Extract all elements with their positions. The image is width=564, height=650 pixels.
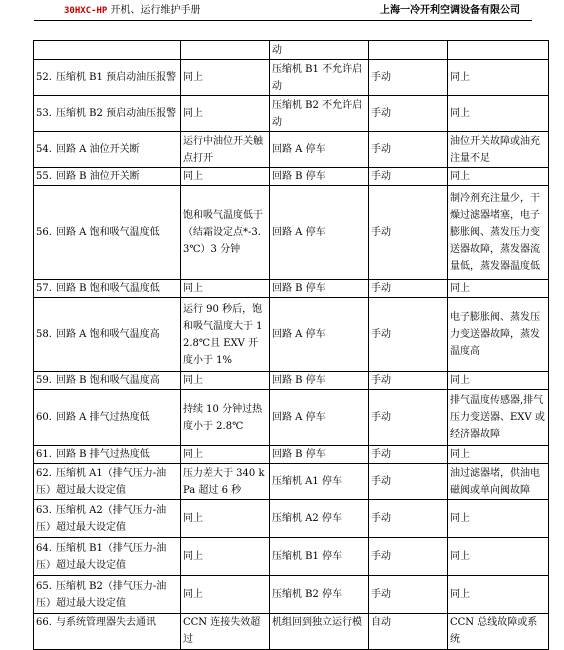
model-code: 30HXC-HP	[64, 6, 108, 16]
table-cell-reset: 手动	[369, 298, 448, 372]
table-cell-cause: 运行中油位开关触点打开	[181, 132, 270, 168]
row-number: 58.	[36, 329, 52, 340]
table-cell-remedy: 制冷剂充注量少，干燥过滤器堵塞，电子膨胀阀、蒸发压力变送器故障，蒸发器流量低，蒸发器温度低	[448, 186, 549, 280]
table-cell-action: 压缩机 A1 停车	[270, 464, 369, 500]
table-row	[34, 41, 549, 60]
table-cell-alarm	[34, 446, 181, 464]
table-cell-action: 压缩机 B1 停车	[270, 538, 369, 576]
table-cell-reset: 手动	[369, 280, 448, 298]
row-number: 60.	[36, 412, 52, 423]
manual-title-text: 开机、运行维护手册	[110, 5, 201, 16]
company-name: 上海一冷开利空调设备有限公司	[380, 5, 520, 16]
manual-title	[64, 3, 201, 19]
alarm-text: 回路 A 饱和吸气温度高	[56, 329, 160, 340]
table-cell-action: 回路 B 停车	[270, 168, 369, 186]
table-cell-reset: 手动	[369, 538, 448, 576]
row-number: 65.	[36, 580, 52, 592]
table-cell-action: 回路 A 停车	[270, 298, 369, 372]
row-number: 63.	[36, 504, 52, 516]
table-cell-remedy: 同上	[448, 96, 549, 132]
table-row	[34, 538, 549, 576]
table-cell-reset: 手动	[369, 500, 448, 538]
table-cell-remedy: 同上	[448, 372, 549, 390]
alarm-text: 回路 B 饱和吸气温度低	[56, 283, 160, 294]
table-row	[34, 500, 549, 538]
alarm-text: 压缩机 B1 预启动油压报警	[56, 72, 177, 83]
alarm-text: 回路 A 排气过热度低	[56, 412, 150, 423]
table-cell-alarm	[34, 372, 181, 390]
table-cell-reset: 手动	[369, 576, 448, 614]
alarm-text: 回路 B 饱和吸气温度高	[56, 375, 160, 386]
row-number: 64.	[36, 542, 52, 554]
table-row	[34, 168, 549, 186]
table-cell-remedy: 同上	[448, 280, 549, 298]
row-number: 62.	[36, 467, 52, 479]
alarm-text: 与系统管理器失去通讯	[56, 617, 156, 628]
table-cell-alarm	[34, 41, 181, 60]
table-cell-cause: 同上	[181, 96, 270, 132]
table-cell-reset: 手动	[369, 464, 448, 500]
header-divider	[34, 20, 532, 21]
alarm-text: 压缩机 B2（排气压力-油压）超过最大设定值	[36, 580, 167, 609]
table-row	[34, 390, 549, 446]
row-number: 59.	[36, 375, 52, 386]
table-cell-action: 回路 A 停车	[270, 390, 369, 446]
table-cell-remedy: 排气温度传感器,排气压力变送器、EXV 或经济器故障	[448, 390, 549, 446]
row-number: 56.	[36, 227, 52, 238]
table-cell-cause: 同上	[181, 538, 270, 576]
alarm-text: 压缩机 B1（排气压力-油压）超过最大设定值	[36, 542, 167, 571]
table-cell-action: 压缩机 B1 不允许启动	[270, 60, 369, 96]
table-row	[34, 446, 549, 464]
page-header	[34, 3, 552, 18]
table-cell-action: 动	[270, 41, 369, 60]
alarm-text: 压缩机 A1（排气压力-油压）超过最大设定值	[36, 467, 167, 496]
row-number: 66.	[36, 617, 52, 628]
table-cell-alarm	[34, 390, 181, 446]
table-cell-cause: 运行 90 秒后，饱和吸气温度大于 12.8℃且 EXV 开度小于 1%	[181, 298, 270, 372]
table-cell-alarm	[34, 538, 181, 576]
table-cell-action: 回路 B 停车	[270, 372, 369, 390]
table-cell-remedy: 油过滤器堵，供油电磁阀或单向阀故障	[448, 464, 549, 500]
table-cell-remedy: 电子膨胀阀、蒸发压力变送器故障，蒸发温度高	[448, 298, 549, 372]
table-cell-reset: 手动	[369, 186, 448, 280]
row-number: 52.	[36, 72, 52, 83]
table-row	[34, 60, 549, 96]
table-cell-remedy: 同上	[448, 538, 549, 576]
table-cell-cause: 同上	[181, 372, 270, 390]
table-cell-action: 压缩机 B2 停车	[270, 576, 369, 614]
table-row	[34, 280, 549, 298]
alarm-text: 回路 B 油位开关断	[56, 171, 140, 182]
table-cell-cause: 持续 10 分钟过热度小于 2.8℃	[181, 390, 270, 446]
table-cell-reset: 手动	[369, 60, 448, 96]
table-cell-cause: 同上	[181, 60, 270, 96]
table-cell-cause: 压力差大于 340 kPa 超过 6 秒	[181, 464, 270, 500]
table-cell-reset: 手动	[369, 390, 448, 446]
table-cell-action: 机组回到独立运行模	[270, 614, 369, 650]
table-cell-cause: 同上	[181, 168, 270, 186]
row-number: 53.	[36, 108, 52, 119]
table-cell-remedy: 同上	[448, 168, 549, 186]
table-cell-alarm	[34, 60, 181, 96]
table-cell-alarm	[34, 576, 181, 614]
alarm-text: 回路 A 饱和吸气温度低	[56, 227, 160, 238]
table-cell-alarm	[34, 464, 181, 500]
table-row	[34, 96, 549, 132]
table-cell-alarm	[34, 614, 181, 650]
table-cell-reset: 手动	[369, 446, 448, 464]
table-cell-alarm	[34, 168, 181, 186]
row-number: 57.	[36, 283, 52, 294]
table-cell-action: 回路 A 停车	[270, 186, 369, 280]
table-cell-alarm	[34, 132, 181, 168]
table-cell-action: 回路 A 停车	[270, 132, 369, 168]
table-cell-alarm	[34, 96, 181, 132]
table-cell-alarm	[34, 298, 181, 372]
table-row	[34, 132, 549, 168]
table-cell-reset: 手动	[369, 372, 448, 390]
alarm-text: 压缩机 A2（排气压力-油压）超过最大设定值	[36, 504, 167, 533]
table-cell-reset: 手动	[369, 168, 448, 186]
table-cell-remedy: CCN 总线故障或系统	[448, 614, 549, 650]
table-cell-remedy: 同上	[448, 576, 549, 614]
table-cell-cause: 同上	[181, 280, 270, 298]
table-cell-action: 回路 B 停车	[270, 446, 369, 464]
table-cell-cause: 同上	[181, 576, 270, 614]
table-cell-remedy: 油位开关故障或油充注量不足	[448, 132, 549, 168]
row-number: 54.	[36, 144, 52, 155]
table-cell-alarm	[34, 280, 181, 298]
table-cell-cause: CCN 连接失效超过	[181, 614, 270, 650]
table-row	[34, 614, 549, 650]
table-cell-action: 回路 B 停车	[270, 280, 369, 298]
table-cell-action: 压缩机 B2 不允许启动	[270, 96, 369, 132]
row-number: 61.	[36, 449, 52, 460]
table-cell-remedy: 同上	[448, 500, 549, 538]
table-cell-cause: 饱和吸气温度低于（结霜设定点*-3.3℃）3 分钟	[181, 186, 270, 280]
table-cell-remedy: 同上	[448, 60, 549, 96]
table-cell-reset: 手动	[369, 132, 448, 168]
alarm-text: 压缩机 B2 预启动油压报警	[56, 108, 177, 119]
table-cell-alarm	[34, 186, 181, 280]
table-row	[34, 298, 549, 372]
table-cell-reset	[369, 41, 448, 60]
table-cell-remedy: 同上	[448, 446, 549, 464]
table-cell-cause: 同上	[181, 446, 270, 464]
alarm-text: 回路 A 油位开关断	[56, 144, 140, 155]
table-row	[34, 186, 549, 280]
alarm-table	[33, 40, 549, 650]
table-cell-alarm	[34, 500, 181, 538]
alarm-text: 回路 B 排气过热度低	[56, 449, 150, 460]
table-cell-reset: 手动	[369, 96, 448, 132]
table-cell-cause: 同上	[181, 500, 270, 538]
table-cell-reset: 自动	[369, 614, 448, 650]
table-row	[34, 464, 549, 500]
table-row	[34, 576, 549, 614]
row-number: 55.	[36, 171, 52, 182]
table-cell-cause	[181, 41, 270, 60]
table-cell-action: 压缩机 A2 停车	[270, 500, 369, 538]
table-row	[34, 372, 549, 390]
table-cell-remedy	[448, 41, 549, 60]
